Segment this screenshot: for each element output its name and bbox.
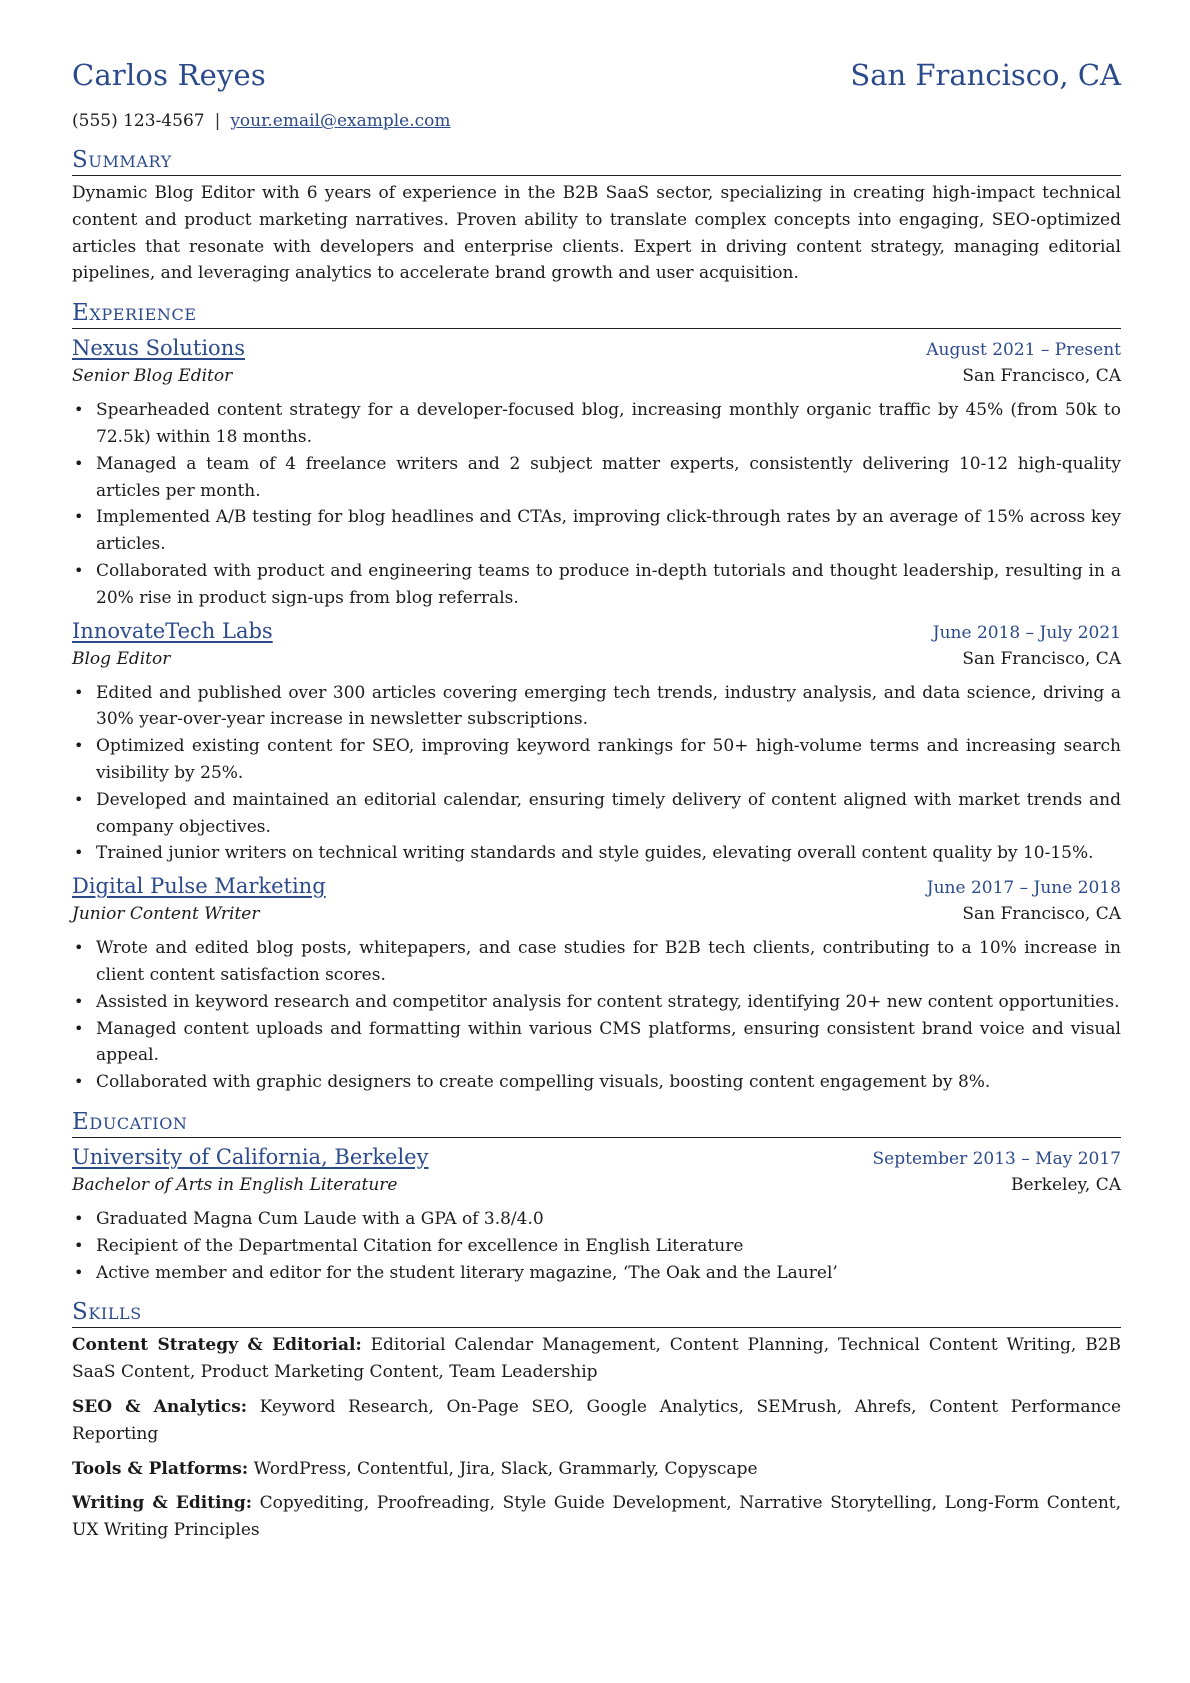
section-title-experience: Experience [72, 299, 1121, 329]
summary-text: Dynamic Blog Editor with 6 years of experience in the B2B SaaS sector, specializing in creating high-impact technical content and product marketing narratives. Proven ability to translate complex concepts into engaging, SEO-optimized articles that resonate with developers and enterprise clients. Expert in driving content strategy, managing editorial pipelines, and leveraging analytics to accelerate brand growth and user acquisition. [72, 183, 1121, 284]
bullet-item: • Assisted in keyword research and competitor analysis for content strategy, identifying 20+ new content opportunities. [96, 989, 1121, 1016]
contact-separator: | [214, 111, 221, 131]
bullet-item: • Active member and editor for the student literary magazine, ‘The Oak and the Laurel’ [96, 1260, 1121, 1287]
job-location: San Francisco, CA [962, 366, 1121, 387]
bullet-item: • Edited and published over 300 articles covering emerging tech trends, industry analysis, and data science, driving a 30% year-over-year increase in newsletter subscriptions. [96, 680, 1121, 734]
job-location: San Francisco, CA [962, 904, 1121, 925]
job-entry [72, 871, 1121, 1096]
skill-label: Writing & Editing: [72, 1493, 253, 1514]
company-link[interactable]: Nexus Solutions [72, 336, 245, 361]
skill-line [72, 1332, 1121, 1386]
company-link[interactable]: InnovateTech Labs [72, 618, 273, 643]
candidate-name: Carlos Reyes [72, 58, 267, 92]
job-role: Blog Editor [72, 648, 171, 669]
job-bullets [72, 397, 1121, 611]
bullet-item: • Graduated Magna Cum Laude with a GPA of 3.8/4.0 [96, 1206, 1121, 1233]
email-link[interactable]: your.email@example.com [230, 111, 451, 131]
company-link[interactable]: Digital Pulse Marketing [72, 874, 326, 899]
section-title-skills: Skills [72, 1298, 1121, 1328]
job-role: Senior Blog Editor [72, 366, 233, 387]
section-title-summary: Summary [72, 146, 1121, 176]
job-entry [72, 616, 1121, 868]
skill-text: Keyword Research, On-Page SEO, Google Analytics, SEMrush, Ahrefs, Content Performance Reporting [72, 1396, 1122, 1444]
contact-line [72, 108, 1121, 134]
skill-line [72, 1456, 1121, 1483]
header-location: San Francisco, CA [850, 58, 1121, 92]
job-dates: June 2018 – July 2021 [932, 622, 1121, 643]
skill-line [72, 1490, 1121, 1544]
education-location: Berkeley, CA [1011, 1174, 1121, 1195]
job-role: Junior Content Writer [72, 904, 260, 925]
degree: Bachelor of Arts in English Literature [72, 1174, 398, 1195]
bullet-item: • Managed content uploads and formatting within various CMS platforms, ensuring consistent brand voice and visual appeal. [96, 1016, 1121, 1070]
bullet-item: • Optimized existing content for SEO, improving keyword rankings for 50+ high-volume terms and increasing search visibility by 25%. [96, 733, 1121, 787]
bullet-item: • Developed and maintained an editorial calendar, ensuring timely delivery of content aligned with market trends and company objectives. [96, 787, 1121, 841]
education-bullets [72, 1206, 1121, 1286]
bullet-item: • Managed a team of 4 freelance writers and 2 subject matter experts, consistently delivering 10-12 high-quality articles per month. [96, 451, 1121, 505]
job-dates: August 2021 – Present [926, 340, 1121, 361]
education-entry [72, 1142, 1121, 1286]
school-link[interactable]: University of California, Berkeley [72, 1144, 429, 1169]
bullet-item: • Recipient of the Departmental Citation for excellence in English Literature [96, 1233, 1121, 1260]
skill-label: Content Strategy & Editorial: [72, 1335, 362, 1356]
skill-text: Copyediting, Proofreading, Style Guide Development, Narrative Storytelling, Long-Form Content, UX Writing Principles [72, 1493, 1121, 1541]
skill-line [72, 1394, 1121, 1448]
job-bullets [72, 680, 1121, 868]
bullet-item: • Implemented A/B testing for blog headlines and CTAs, improving click-through rates by an average of 15% across key articles. [96, 504, 1121, 558]
header [72, 58, 1121, 98]
resume-page [72, 58, 1121, 1544]
job-bullets [72, 935, 1121, 1096]
skill-label: Tools & Platforms: [72, 1458, 249, 1479]
bullet-item: • Wrote and edited blog posts, whitepapers, and case studies for B2B tech clients, contributing to a 10% increase in client content satisfaction scores. [96, 935, 1121, 989]
bullet-item: • Collaborated with graphic designers to create compelling visuals, boosting content engagement by 8%. [96, 1069, 1121, 1096]
job-location: San Francisco, CA [962, 648, 1121, 669]
bullet-item: • Spearheaded content strategy for a developer-focused blog, increasing monthly organic traffic by 45% (from 50k to 72.5k) within 18 months. [96, 397, 1121, 451]
phone-number: (555) 123-4567 [72, 111, 205, 131]
skill-text: Editorial Calendar Management, Content Planning, Technical Content Writing, B2B SaaS Content, Product Marketing Content, Team Leadership [72, 1335, 1121, 1383]
skill-text: WordPress, Contentful, Jira, Slack, Grammarly, Copyscape [253, 1458, 758, 1479]
bullet-item: • Trained junior writers on technical writing standards and style guides, elevating overall content quality by 10-15%. [96, 840, 1121, 867]
education-dates: September 2013 – May 2017 [872, 1148, 1121, 1169]
bullet-item: • Collaborated with product and engineering teams to produce in-depth tutorials and thought leadership, resulting in a 20% rise in product sign-ups from blog referrals. [96, 558, 1121, 612]
skill-label: SEO & Analytics: [72, 1396, 248, 1417]
job-entry [72, 333, 1121, 611]
job-dates: June 2017 – June 2018 [926, 878, 1121, 899]
section-title-education: Education [72, 1108, 1121, 1138]
